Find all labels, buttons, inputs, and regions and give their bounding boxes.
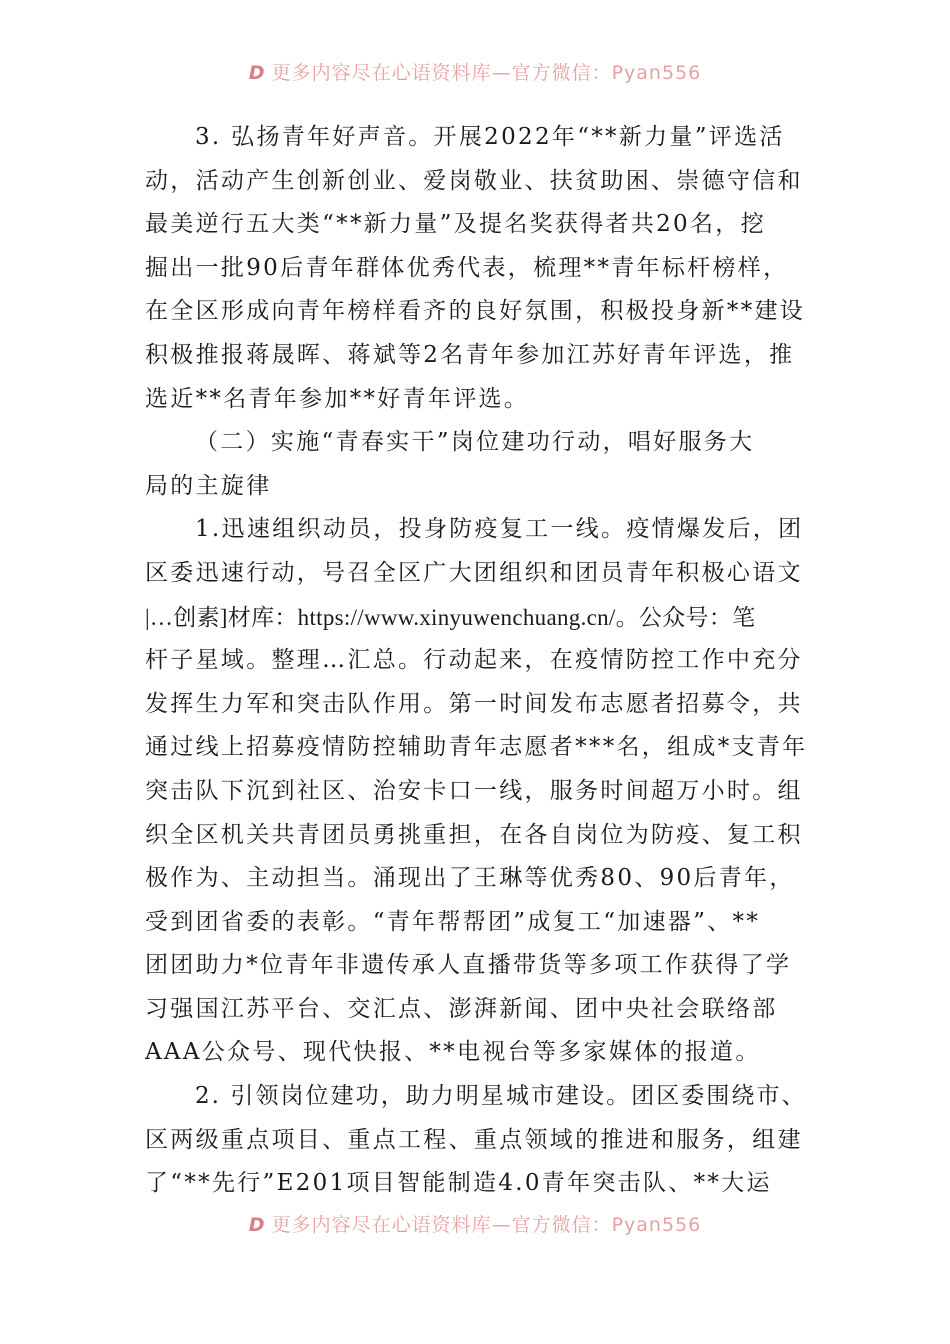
paragraph-line: 突击队下沉到社区、治安卡口一线，服务时间超万小时。组	[145, 777, 803, 804]
paragraph-line: 织全区机关共青团员勇挑重担，在各自岗位为防疫、复工积	[145, 821, 803, 848]
watermark-text: 更多内容尽在心语资料库—官方微信：Pyan556	[271, 62, 702, 84]
paragraph-line: 发挥生力军和突击队作用。第一时间发布志愿者招募令，共	[145, 690, 803, 717]
paragraph-line: 受到团省委的表彰。“青年帮帮团”成复工“加速器”、**	[145, 908, 761, 935]
section-heading-line: 局的主旋律	[145, 472, 272, 499]
paragraph-line: 3. 弘扬青年好声音。开展2022年“**新力量”评选活	[195, 124, 785, 150]
paragraph-line: 在全区形成向青年榜样看齐的良好氛围，积极投身新**建设	[145, 298, 806, 325]
paragraph-line: 杆子星域。整理…汇总。行动起来，在疫情防控工作中充分	[145, 647, 803, 674]
watermark-bottom	[0, 1210, 950, 1237]
paragraph-line: 团团助力*位青年非遗传承人直播带货等多项工作获得了学	[145, 952, 792, 979]
paragraph-line: 动，活动产生创新创业、爱岗敬业、扶贫助困、崇德守信和	[145, 167, 803, 194]
paragraph-line: 区委迅速行动，号召全区广大团组织和团员青年积极心语文	[145, 559, 803, 586]
paragraph-line: 通过线上招募疫情防控辅助青年志愿者***名，组成*支青年	[145, 734, 808, 761]
document-body	[145, 116, 807, 1206]
paragraph-line: 掘出一批90后青年群体优秀代表，梳理**青年标杆榜样，	[145, 254, 789, 281]
watermark-logo-icon: D	[248, 62, 266, 84]
paragraph-line: 区两级重点项目、重点工程、重点领域的推进和服务，组建	[145, 1126, 803, 1153]
paragraph-line: 最美逆行五大类“**新力量”及提名奖获得者共20名，挖	[145, 211, 766, 238]
paragraph-line: 极作为、主动担当。涌现出了王琳等优秀80、90后青年，	[145, 865, 795, 892]
paragraph-line: 选近**名青年参加**好青年评选。	[145, 385, 530, 412]
paragraph-line: AAA公众号、现代快报、**电视台等多家媒体的报道。	[145, 1039, 761, 1066]
section-heading-line: （二）实施“青春实干”岗位建功行动，唱好服务大	[195, 429, 755, 456]
watermark-top	[0, 58, 950, 85]
paragraph-line: 1.迅速组织动员，投身防疫复工一线。疫情爆发后，团	[195, 516, 804, 543]
paragraph-line: 习强国江苏平台、交汇点、澎湃新闻、团中央社会联络部	[145, 995, 778, 1022]
paragraph-line: 积极推报蒋晟晖、蒋斌等2名青年参加江苏好青年评选，推	[145, 341, 795, 368]
watermark-text: 更多内容尽在心语资料库—官方微信：Pyan556	[271, 1214, 702, 1236]
paragraph-line: |…创素]材库：https://www.xinyuwenchuang.cn/。公众号：笔	[145, 604, 756, 630]
paragraph-line: 2. 引领岗位建功，助力明星城市建设。团区委围绕市、	[195, 1083, 807, 1110]
watermark-logo-icon: D	[248, 1214, 266, 1236]
paragraph-line: 了“**先行”E201项目智能制造4.0青年突击队、**大运	[145, 1170, 772, 1197]
